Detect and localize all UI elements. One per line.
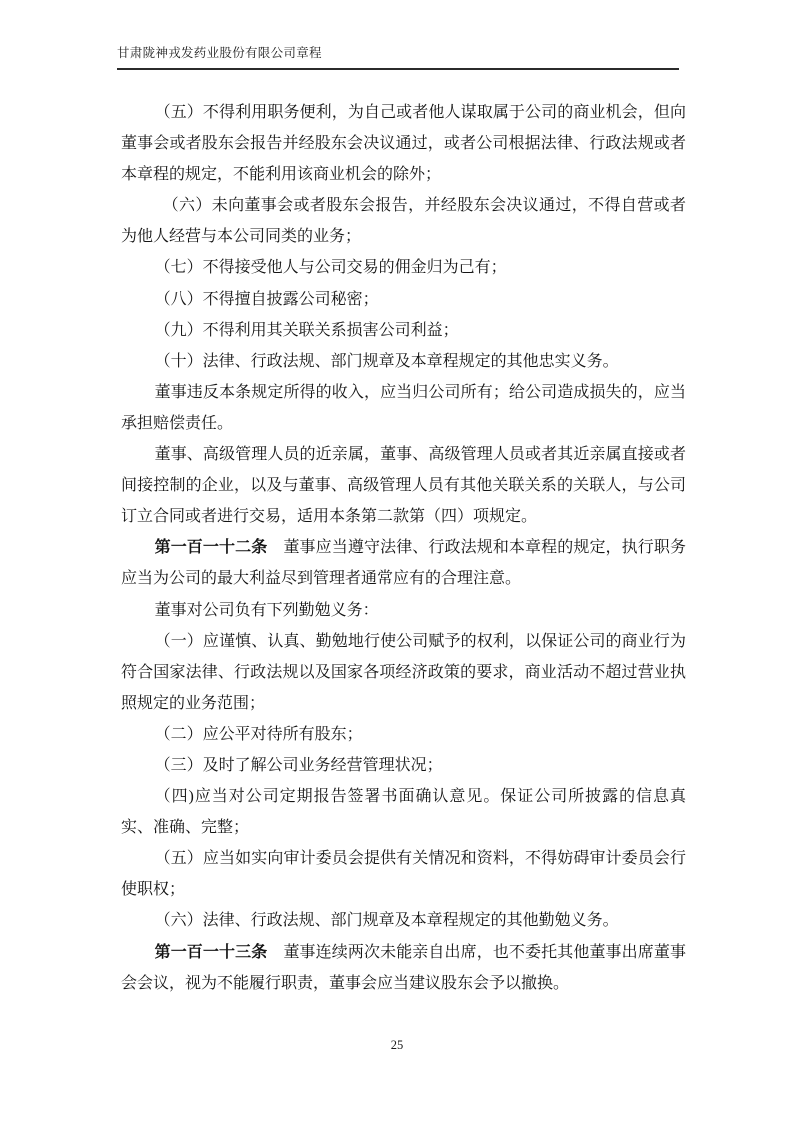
paragraph-text: （十）法律、行政法规、部门规章及本章程规定的其他忠实义务。 (154, 352, 619, 370)
paragraph (121, 346, 686, 377)
paragraph-text: （七）不得接受他人与公司交易的佣金归为己有； (154, 259, 507, 277)
page-header (117, 46, 679, 70)
page-footer (0, 1036, 794, 1054)
paragraph (121, 97, 686, 190)
paragraph (121, 284, 686, 315)
paragraph (121, 595, 686, 626)
paragraph-text: 董事、高级管理人员的近亲属，董事、高级管理人员或者其近亲属直接或者间接控制的企业，以及与董事、高级管理人员有其他关联关系的关联人，与公司订立合同或者进行交易，适用本条第二款第（四）项规定。 (121, 446, 686, 526)
paragraph (121, 315, 686, 346)
paragraph-text: （四)应当对公司定期报告签署书面确认意见。保证公司所披露的信息真实、准确、完整； (121, 788, 686, 837)
paragraph (121, 252, 686, 283)
paragraph (121, 439, 686, 532)
paragraph-text: （五）应当如实向审计委员会提供有关情况和资料，不得妨碍审计委员会行使职权； (121, 850, 686, 899)
article-number: 第一百一十二条 (154, 539, 268, 557)
paragraph-text: （八）不得擅自披露公司秘密； (154, 290, 379, 308)
paragraph (121, 905, 686, 936)
paragraph (121, 750, 686, 781)
paragraph (121, 626, 686, 719)
paragraph (121, 843, 686, 905)
paragraph-text: （一）应谨慎、认真、勤勉地行使公司赋予的权利，以保证公司的商业行为符合国家法律、行政法规以及国家各项经济政策的要求，商业活动不超过营业执照规定的业务范围； (121, 632, 686, 712)
paragraph (121, 781, 686, 843)
paragraph (121, 532, 686, 594)
header-title: 甘肃陇神戎发药业股份有限公司章程 (117, 46, 322, 60)
paragraph (121, 377, 686, 439)
article-number: 第一百一十三条 (154, 943, 268, 961)
document-body (121, 97, 686, 999)
paragraph-text: （二）应公平对待所有股东； (154, 725, 363, 743)
paragraph-text: （六）未向董事会或者股东会报告，并经股东会决议通过，不得自营或者为他人经营与本公司同类的业务； (121, 197, 686, 246)
paragraph-text: 董事违反本条规定所得的收入，应当归公司所有；给公司造成损失的，应当承担赔偿责任。 (121, 383, 686, 432)
paragraph (121, 719, 686, 750)
paragraph (121, 190, 686, 252)
paragraph-text: 董事应当遵守法律、行政法规和本章程的规定，执行职务应当为公司的最大利益尽到管理者通常应有的合理注意。 (121, 539, 686, 588)
page-number: 25 (390, 1038, 404, 1052)
paragraph-text: （五）不得利用职务便利，为自己或者他人谋取属于公司的商业机会，但向董事会或者股东会报告并经股东会决议通过，或者公司根据法律、行政法规或者本章程的规定，不能利用该商业机会的除外； (121, 104, 686, 184)
paragraph-text: （三）及时了解公司业务经营管理状况； (154, 756, 443, 774)
paragraph-text: 董事对公司负有下列勤勉义务： (154, 601, 379, 619)
paragraph-text: （九）不得利用其关联关系损害公司利益； (154, 321, 459, 339)
paragraph-text: （六）法律、行政法规、部门规章及本章程规定的其他勤勉义务。 (154, 912, 619, 930)
paragraph (121, 937, 686, 999)
paragraph-text: 董事连续两次未能亲自出席，也不委托其他董事出席董事会会议，视为不能履行职责，董事会应当建议股东会予以撤换。 (121, 943, 686, 992)
